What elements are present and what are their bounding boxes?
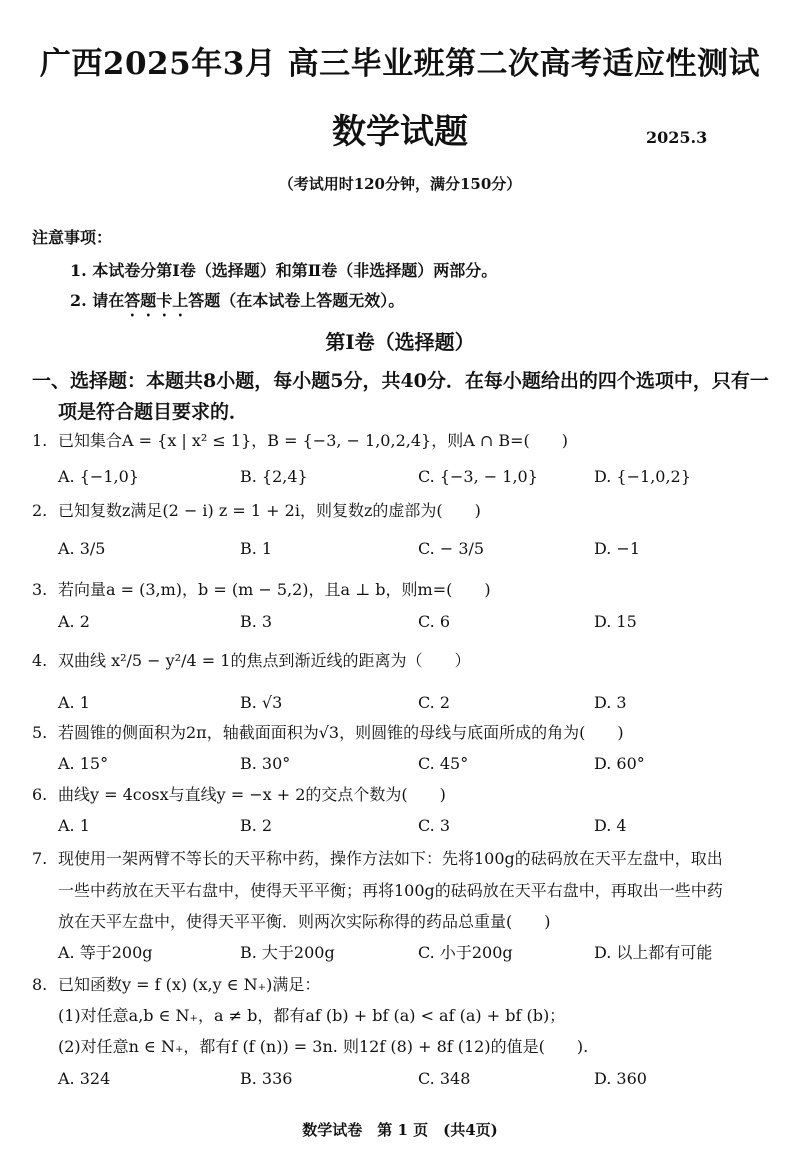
q7-option-d: D. 以上都有可能	[594, 943, 713, 962]
q8-option-c: C. 348	[418, 1069, 471, 1088]
question-7	[32, 848, 723, 870]
q4-option-c: C. 2	[418, 693, 451, 712]
question-number: 2.	[32, 501, 48, 520]
exam-title: 广西2025年3月 高三毕业班第二次高考适应性测试	[39, 46, 761, 82]
q3-option-a: A. 2	[58, 612, 90, 631]
q6-option-c: C. 3	[418, 816, 451, 835]
question-number: 3.	[32, 580, 48, 599]
question-stem: 已知集合A = {x | x² ≤ 1}，B = {−3, − 1,0,2,4}，则A ∩ B=( )	[58, 431, 568, 450]
note-item-2-prefix: 2. 请在	[70, 291, 125, 310]
question-stem-line-1: 现使用一架两臂不等长的天平称中药，操作方法如下：先将100g的砝码放在天平左盘中，取出	[58, 849, 723, 868]
section-heading-line-1: 一、选择题：本题共8小题，每小题5分，共40分．在每小题给出的四个选项中，只有一	[32, 370, 769, 392]
q4-option-d: D. 3	[594, 693, 627, 712]
question-5	[32, 722, 624, 744]
question-stem: 双曲线 x²/5 − y²/4 = 1的焦点到渐近线的距离为（ ）	[58, 651, 471, 670]
question-number: 7.	[32, 849, 48, 868]
q5-option-b: B. 30°	[240, 754, 291, 773]
q2-option-d: D. −1	[594, 539, 641, 558]
question-6	[32, 784, 446, 806]
q2-option-c: C. − 3/5	[418, 539, 485, 558]
q6-option-a: A. 1	[58, 816, 90, 835]
q5-option-a: A. 15°	[58, 754, 109, 773]
q1-option-c: C. {−3, − 1,0}	[418, 467, 538, 486]
question-3	[32, 579, 491, 601]
q3-option-b: B. 3	[240, 612, 273, 631]
q3-option-c: C. 6	[418, 612, 451, 631]
q3-option-d: D. 15	[594, 612, 637, 631]
note-item-1: 1. 本试卷分第Ⅰ卷（选择题）和第Ⅱ卷（非选择题）两部分。	[70, 261, 498, 280]
question-1	[32, 430, 568, 452]
question-number: 8.	[32, 975, 48, 994]
question-8-condition-1: (1)对任意a,b ∈ N₊，a ≠ b，都有af (b) + bf (a) < af (a) + bf (b)；	[58, 1006, 566, 1025]
section-heading-line-2: 项是符合题目要求的．	[58, 401, 249, 423]
subject-title: 数学试题	[332, 112, 468, 152]
q1-option-d: D. {−1,0,2}	[594, 467, 691, 486]
note-item-2	[70, 288, 404, 320]
q2-option-a: A. 3/5	[58, 539, 106, 558]
q4-option-a: A. 1	[58, 693, 90, 712]
question-stem: 若向量a = (3,m)，b = (m − 5,2)，且a ⊥ b，则m=( )	[58, 580, 491, 599]
q5-option-d: D. 60°	[594, 754, 645, 773]
question-number: 4.	[32, 651, 48, 670]
note-item-2-suffix: 答题（在本试卷上答题无效）。	[188, 291, 405, 310]
q7-option-c: C. 小于200g	[418, 943, 513, 962]
q7-option-b: B. 大于200g	[240, 943, 335, 962]
question-stem: 若圆锥的侧面积为2π，轴截面面积为√3，则圆锥的母线与底面所成的角为( )	[58, 723, 624, 742]
question-7-line-2: 一些中药放在天平右盘中，使得天平平衡；再将100g的砝码放在天平右盘中，再取出一些中药	[58, 881, 723, 900]
q8-option-b: B. 336	[240, 1069, 293, 1088]
q5-option-c: C. 45°	[418, 754, 469, 773]
question-7-line-3: 放在天平左盘中，使得天平平衡．则两次实际称得的药品总重量( )	[58, 912, 551, 931]
notes-heading: 注意事项：	[32, 228, 113, 247]
q7-option-a: A. 等于200g	[58, 943, 153, 962]
question-number: 6.	[32, 785, 48, 804]
question-number: 5.	[32, 723, 48, 742]
question-8	[32, 974, 320, 996]
time-info: （考试用时120分钟，满分150分）	[278, 175, 522, 193]
question-stem: 已知复数z满足(2 − i) z = 1 + 2i，则复数z的虚部为( )	[58, 501, 481, 520]
q1-option-b: B. {2,4}	[240, 467, 308, 486]
question-stem-line-1: 已知函数y = f (x) (x,y ∈ N₊)满足：	[58, 975, 321, 994]
q8-option-a: A. 324	[58, 1069, 111, 1088]
q8-option-d: D. 360	[594, 1069, 647, 1088]
note-item-2-emphasis: 答题卡上	[124, 291, 189, 310]
q2-option-b: B. 1	[240, 539, 273, 558]
page-footer: 数学试卷 第 1 页 (共4页)	[302, 1121, 498, 1139]
volume-title: 第Ⅰ卷（选择题）	[325, 330, 475, 354]
q6-option-d: D. 4	[594, 816, 627, 835]
exam-date: 2025.3	[646, 128, 708, 147]
question-stem: 曲线y = 4cosx与直线y = −x + 2的交点个数为( )	[58, 785, 446, 804]
q1-option-a: A. {−1,0}	[58, 467, 139, 486]
question-2	[32, 500, 481, 522]
question-4	[32, 650, 470, 672]
question-number: 1.	[32, 431, 48, 450]
q6-option-b: B. 2	[240, 816, 273, 835]
question-8-condition-2: (2)对任意n ∈ N₊，都有f (f (n)) = 3n. 则12f (8) + 8f (12)的值是( ).	[58, 1037, 589, 1056]
q4-option-b: B. √3	[240, 693, 283, 712]
